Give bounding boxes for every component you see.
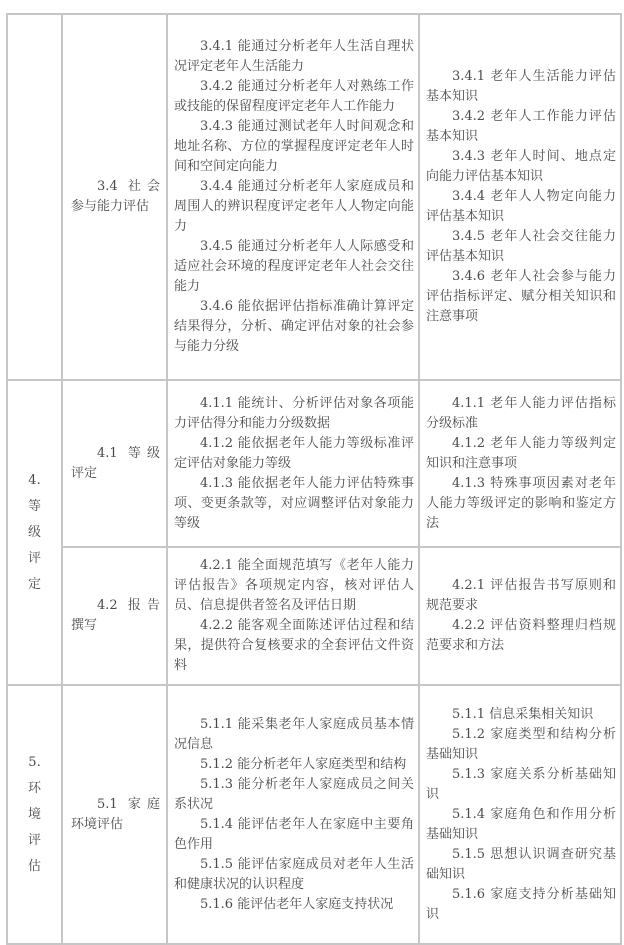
knowledge-item: 4.1.3 特殊事项因素对老年人能力等级评定的影响和鉴定方法 bbox=[426, 475, 616, 531]
knowledge-item: 3.4.6 老年人社会参与能力评估指标评定、赋分相关知识和注意事项 bbox=[426, 269, 616, 324]
skills-cell bbox=[167, 380, 419, 547]
skill-item: 4.2.1 能全面规范填写《老年人能力评估报告》各项规定内容，核对评估人员、信息提供者签名及评估日期 bbox=[174, 558, 414, 613]
skill-item: 5.1.4 能评估老年人在家庭中主要角色作用 bbox=[174, 816, 414, 852]
knowledge-item: 5.1.5 思想认识调查研究基础知识 bbox=[426, 846, 616, 882]
skills-cell bbox=[167, 14, 419, 380]
skill-item: 4.1.2 能依据老年人能力等级标准评定评估对象能力等级 bbox=[174, 435, 414, 471]
subsection-title: 5.1 家庭环境评估 bbox=[71, 796, 160, 832]
skill-item: 3.4.6 能依据评估指标准确计算评定结果得分，分析、确定评估对象的社会参与能力分级 bbox=[174, 299, 414, 354]
competency-table bbox=[6, 13, 622, 945]
skill-item: 5.1.1 能采集老年人家庭成员基本情况信息 bbox=[174, 716, 414, 752]
category-cell-grading bbox=[7, 380, 62, 685]
knowledge-cell bbox=[419, 685, 621, 944]
skills-cell bbox=[167, 547, 419, 685]
knowledge-item: 5.1.4 家庭角色和作用分析基础知识 bbox=[426, 806, 616, 842]
knowledge-item: 5.1.2 家庭类型和结构分析基础知识 bbox=[426, 726, 616, 762]
category-char: 评 bbox=[27, 550, 41, 566]
subsection-title: 4.1 等级评定 bbox=[71, 445, 160, 481]
skill-item: 4.1.3 能依据老年人能力评估特殊事项、变更条款等，对应调整评估对象能力等级 bbox=[174, 475, 414, 531]
skill-item: 5.1.5 能评估家庭成员对老年人生活和健康状况的认识程度 bbox=[174, 856, 414, 892]
category-char: 评 bbox=[27, 832, 41, 848]
skill-item: 5.1.6 能评估老年人家庭支持状况 bbox=[200, 896, 394, 912]
category-char: 定 bbox=[27, 576, 41, 592]
subsection-title-cell bbox=[62, 14, 167, 380]
subsection-title: 3.4 社会参与能力评估 bbox=[71, 179, 160, 214]
skill-item: 4.1.1 能统计、分析评估对象各项能力评估得分和能力分级数据 bbox=[174, 395, 414, 431]
knowledge-item: 3.4.4 老年人人物定向能力评估基本知识 bbox=[426, 189, 616, 224]
skill-item: 3.4.3 能通过测试老年人时间观念和地址名称、方位的掌握程度评定老年人时间和空间定向能力 bbox=[174, 119, 414, 174]
knowledge-item: 3.4.1 老年人生活能力评估基本知识 bbox=[426, 69, 616, 104]
category-char: 4. bbox=[28, 472, 41, 488]
knowledge-item: 4.1.1 老年人能力评估指标分级标准 bbox=[426, 395, 616, 431]
skill-item: 3.4.1 能通过分析老年人生活自理状况评定老年人生活能力 bbox=[174, 39, 414, 74]
knowledge-item: 5.1.6 家庭支持分析基础知识 bbox=[426, 886, 616, 922]
knowledge-item: 3.4.3 老年人时间、地点定向能力评估基本知识 bbox=[426, 149, 616, 184]
knowledge-item: 3.4.2 老年人工作能力评估基本知识 bbox=[426, 109, 616, 144]
table-row bbox=[7, 547, 621, 685]
table-row bbox=[7, 380, 621, 547]
knowledge-item: 5.1.1 信息采集相关知识 bbox=[452, 706, 594, 722]
knowledge-item: 5.1.3 家庭关系分析基础知识 bbox=[426, 766, 616, 802]
category-char: 等 bbox=[27, 498, 41, 514]
knowledge-cell bbox=[419, 380, 621, 547]
knowledge-cell bbox=[419, 14, 621, 380]
skill-item: 4.2.2 能客观全面陈述评估过程和结果，提供符合复核要求的全套评估文件资料 bbox=[174, 618, 414, 673]
category-cell-environment bbox=[7, 685, 62, 944]
table-row bbox=[7, 14, 621, 380]
skill-item: 3.4.2 能通过分析老年人对熟练工作或技能的保留程度评定老年人工作能力 bbox=[174, 79, 414, 114]
skill-item: 5.1.3 能分析老年人家庭成员之间关系状况 bbox=[174, 776, 414, 812]
category-char: 环 bbox=[27, 780, 41, 796]
knowledge-item: 3.4.5 老年人社会交往能力评估基本知识 bbox=[426, 229, 616, 264]
category-cell bbox=[7, 14, 62, 380]
skill-item: 3.4.5 能通过分析老年人人际感受和适应社会环境的程度评定老年人社会交往能力 bbox=[174, 239, 414, 294]
knowledge-item: 4.2.2 评估资料整理归档规范要求和方法 bbox=[426, 618, 616, 653]
subsection-title: 4.2 报告撰写 bbox=[71, 598, 160, 633]
category-char: 估 bbox=[27, 858, 41, 874]
skills-cell bbox=[167, 685, 419, 944]
skill-item: 5.1.2 能分析老年人家庭类型和结构 bbox=[200, 756, 407, 772]
subsection-title-cell bbox=[62, 380, 167, 547]
category-char: 境 bbox=[27, 806, 41, 822]
table-row bbox=[7, 685, 621, 944]
skill-item: 3.4.4 能通过分析老年人家庭成员和周围人的辨识程度评定老年人人物定向能力 bbox=[174, 179, 414, 234]
knowledge-item: 4.1.2 老年人能力等级判定知识和注意事项 bbox=[426, 435, 616, 471]
knowledge-item: 4.2.1 评估报告书写原则和规范要求 bbox=[426, 578, 616, 613]
category-char: 5. bbox=[28, 754, 41, 770]
subsection-title-cell bbox=[62, 547, 167, 685]
subsection-title-cell bbox=[62, 685, 167, 944]
category-char: 级 bbox=[27, 524, 41, 540]
knowledge-cell bbox=[419, 547, 621, 685]
